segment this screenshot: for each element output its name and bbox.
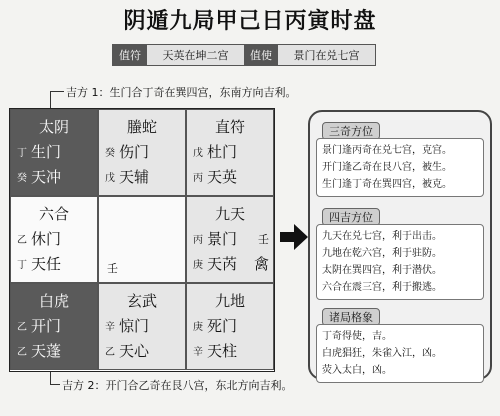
stem-label: 丙 bbox=[193, 173, 203, 184]
star-extra-label: 禽 bbox=[253, 255, 269, 273]
stem-label: 丙 bbox=[193, 235, 203, 246]
stem-label: 乙 bbox=[17, 322, 27, 333]
section-tag-qi: 三奇方位 bbox=[322, 122, 380, 140]
stem-label: 癸 bbox=[17, 173, 27, 184]
page-title: 阴遁九局甲己日丙寅时盘 bbox=[123, 9, 377, 34]
stem-label: 庚 bbox=[193, 260, 203, 271]
list-item: 荧入太白，凶。 bbox=[322, 365, 392, 376]
palace-northeast bbox=[10, 283, 98, 370]
star-label: 天任 bbox=[31, 255, 62, 273]
zhifu-label: 值符 bbox=[113, 45, 147, 65]
palace-grid bbox=[9, 108, 275, 372]
star-label: 天柱 bbox=[207, 342, 238, 360]
center-stem-label: 壬 bbox=[107, 262, 118, 275]
gate-label: 生门 bbox=[31, 143, 62, 161]
list-item: 九地在乾六宫，利于驻防。 bbox=[322, 248, 442, 259]
gate-label: 开门 bbox=[31, 317, 62, 335]
note-bottom: 吉方 2：开门合乙奇在艮八宫，东北方向吉利。 bbox=[62, 379, 293, 392]
header-bar bbox=[112, 44, 376, 66]
stem-label: 戊 bbox=[193, 148, 203, 159]
list-item: 景门逢丙奇在兑七宫，克宫。 bbox=[322, 145, 452, 156]
stem-label: 乙 bbox=[17, 347, 27, 358]
stem-label: 癸 bbox=[105, 148, 115, 159]
gate-label: 杜门 bbox=[207, 143, 238, 161]
analysis-panel bbox=[308, 110, 492, 380]
list-item: 生门逢丁奇在巽四宫，被克。 bbox=[322, 179, 452, 190]
note-top: 吉方 1：生门合丁奇在巽四宫，东南方向吉利。 bbox=[66, 86, 297, 99]
palace-northwest bbox=[186, 283, 274, 370]
palace-south bbox=[98, 109, 186, 196]
gate-label: 景门 bbox=[207, 230, 238, 248]
palace-southeast bbox=[10, 109, 98, 196]
gate-label: 惊门 bbox=[119, 317, 150, 335]
section-box-qi bbox=[316, 138, 484, 197]
palace-north bbox=[98, 283, 186, 370]
section-tag-ji: 四吉方位 bbox=[322, 208, 380, 226]
god-label: 九天 bbox=[214, 205, 245, 223]
god-label: 直符 bbox=[214, 118, 245, 136]
zhishi-label: 值使 bbox=[244, 45, 278, 65]
palace-west bbox=[186, 196, 274, 283]
stem-label: 丁 bbox=[17, 260, 27, 271]
gate-label: 休门 bbox=[31, 230, 62, 248]
gate-label: 死门 bbox=[207, 317, 238, 335]
section-tag-geju: 诸局格象 bbox=[322, 308, 380, 326]
list-item: 太阴在巽四宫，利于潜伏。 bbox=[322, 265, 442, 276]
palace-east bbox=[10, 196, 98, 283]
list-item: 开门逢乙奇在艮八宫，被生。 bbox=[322, 162, 452, 173]
stem-label: 辛 bbox=[193, 347, 203, 358]
god-label: 白虎 bbox=[38, 292, 69, 310]
god-label: 太阴 bbox=[38, 118, 69, 136]
list-item: 六合在震三宫，利于搬逃。 bbox=[322, 282, 442, 293]
note-top-leader bbox=[50, 91, 51, 109]
section-box-geju bbox=[316, 324, 484, 383]
zhishi-value: 景门在兑七宫 bbox=[278, 45, 375, 65]
palace-southwest bbox=[186, 109, 274, 196]
note-top-connector bbox=[50, 91, 64, 92]
stem-label: 庚 bbox=[193, 322, 203, 333]
god-label: 螣蛇 bbox=[126, 118, 157, 136]
god-label: 六合 bbox=[38, 205, 69, 223]
side-stem-label: 壬 bbox=[258, 232, 269, 246]
palace-center bbox=[98, 196, 186, 283]
list-item: 白虎猖狂，朱雀入江，凶。 bbox=[322, 348, 442, 359]
star-label: 天冲 bbox=[31, 168, 62, 186]
star-label: 天蓬 bbox=[31, 342, 62, 360]
stem-label: 辛 bbox=[105, 322, 115, 333]
stem-label: 丁 bbox=[17, 148, 27, 159]
list-item: 九天在兑七宫，利于出击。 bbox=[322, 231, 442, 242]
god-label: 玄武 bbox=[126, 292, 157, 310]
star-label: 天芮 bbox=[207, 255, 238, 273]
list-item: 丁奇得使，吉。 bbox=[322, 331, 392, 342]
note-bottom-connector bbox=[50, 384, 60, 385]
god-label: 九地 bbox=[214, 292, 245, 310]
arrow-right-icon bbox=[280, 224, 308, 250]
star-label: 天辅 bbox=[119, 168, 150, 186]
section-box-ji bbox=[316, 224, 484, 300]
zhifu-value: 天英在坤二宫 bbox=[147, 45, 244, 65]
star-label: 天心 bbox=[119, 342, 150, 360]
stem-label: 戊 bbox=[105, 173, 115, 184]
gate-label: 伤门 bbox=[119, 143, 150, 161]
stem-label: 乙 bbox=[105, 347, 115, 358]
star-label: 天英 bbox=[207, 168, 238, 186]
stem-label: 乙 bbox=[17, 235, 27, 246]
note-bottom-leader bbox=[50, 370, 51, 384]
